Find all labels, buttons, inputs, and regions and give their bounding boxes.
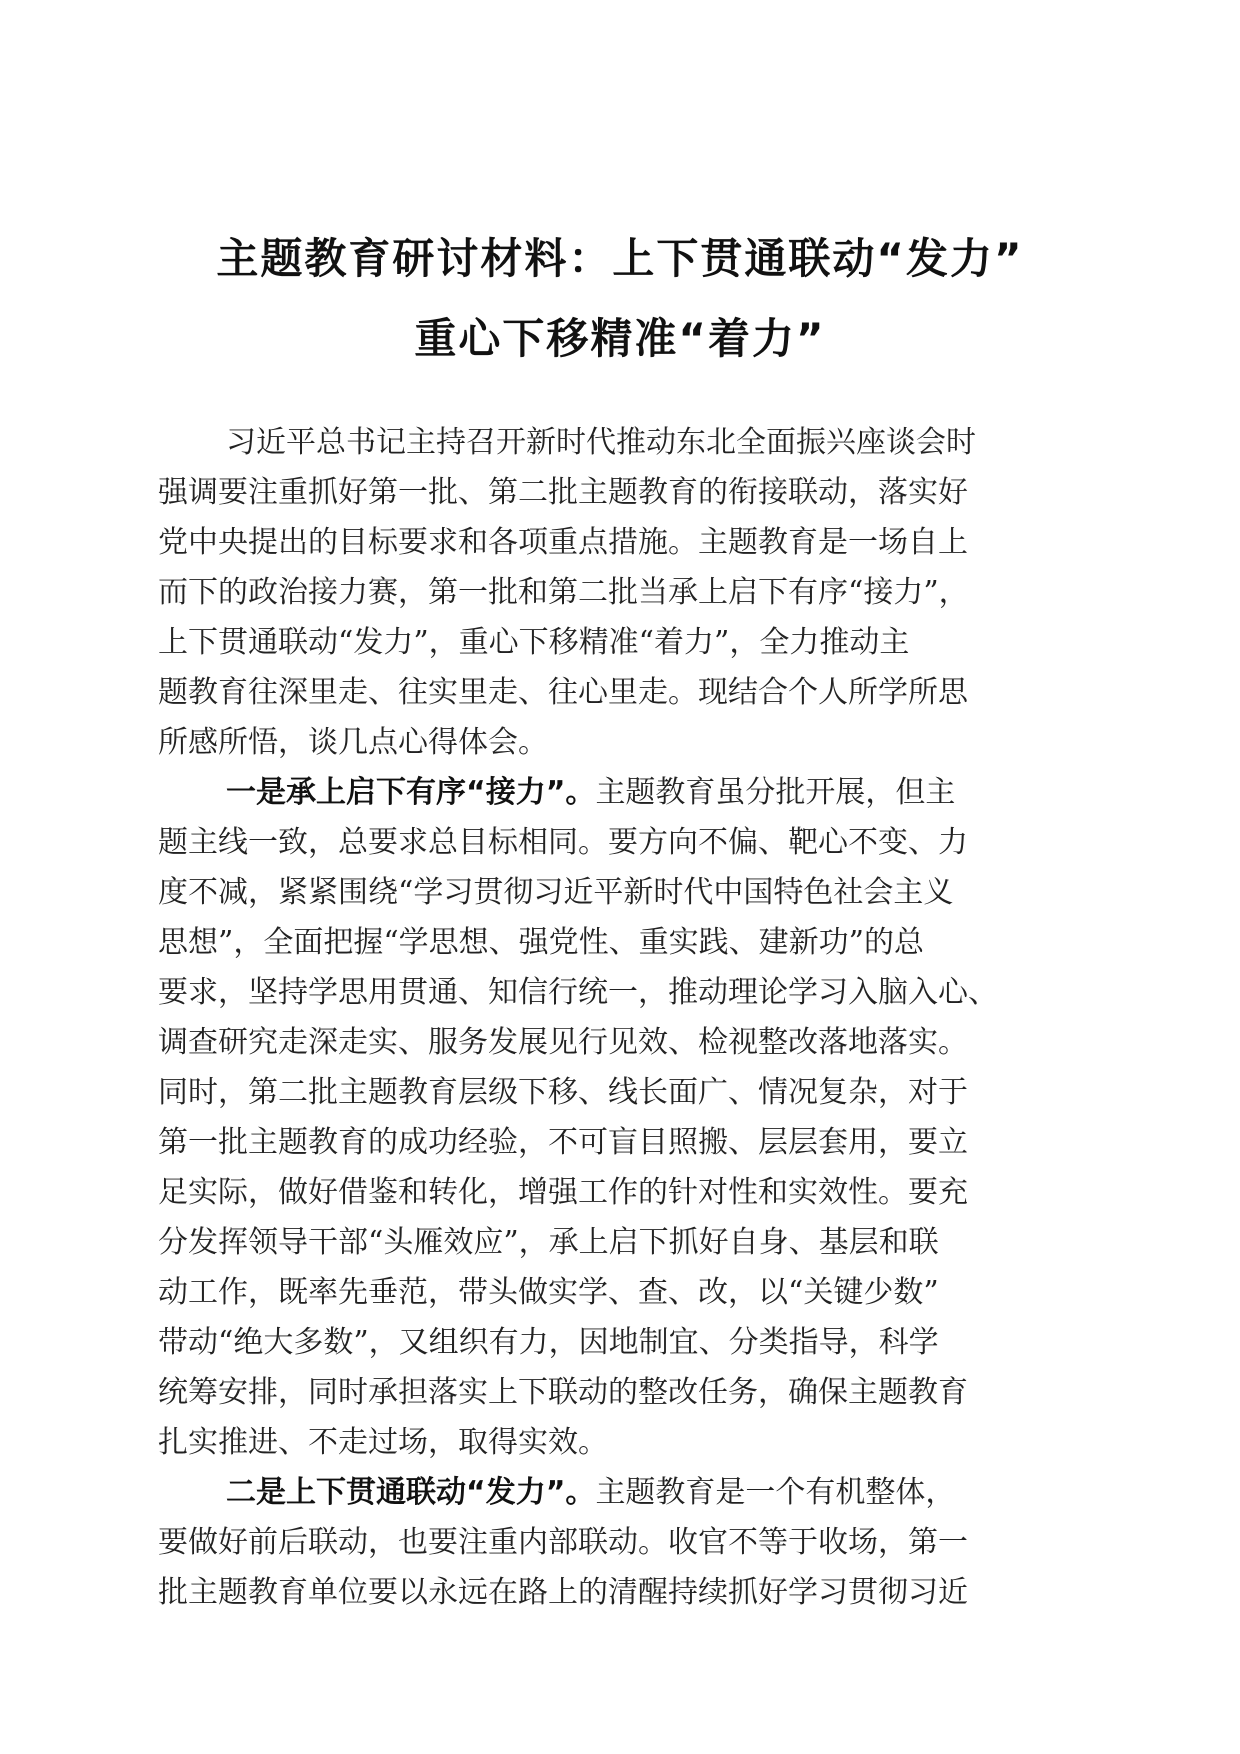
paragraph-line: 题教育往深里走、往实里走、往心里走。现结合个人所学所思	[158, 675, 968, 710]
document-title-line-1: 主题教育研讨材料：上下贯通联动“发力”	[216, 234, 1024, 283]
paragraph-first-line	[158, 1468, 1078, 1518]
paragraph-first-line	[158, 768, 1078, 818]
paragraph-line: 要求，坚持学思用贯通、知信行统一，推动理论学习入脑入心、	[158, 975, 998, 1010]
paragraph-line: 动工作，既率先垂范，带头做实学、查、改，以“关键少数”	[158, 1275, 939, 1310]
paragraph-line: 扎实推进、不走过场，取得实效。	[158, 1425, 608, 1460]
paragraph-line: 第一批主题教育的成功经验，不可盲目照搬、层层套用，要立	[158, 1125, 968, 1160]
paragraph-line: 党中央提出的目标要求和各项重点措施。主题教育是一场自上	[158, 525, 968, 560]
paragraph-line: 思想”，全面把握“学思想、强党性、重实践、建新功”的总	[158, 925, 925, 960]
document-title-line-2: 重心下移精准“着力”	[414, 314, 826, 363]
paragraph-line: 上下贯通联动“发力”，重心下移精准“着力”，全力推动主	[158, 625, 910, 660]
paragraph-line: 统筹安排，同时承担落实上下联动的整改任务，确保主题教育	[158, 1375, 968, 1410]
paragraph-line: 习近平总书记主持召开新时代推动东北全面振兴座谈会时	[226, 425, 976, 460]
section-heading-2: 二是上下贯通联动“发力”。	[226, 1475, 596, 1510]
paragraph-line: 题主线一致，总要求总目标相同。要方向不偏、靶心不变、力	[158, 825, 968, 860]
document-body	[158, 418, 1078, 1618]
paragraph-line: 同时，第二批主题教育层级下移、线长面广、情况复杂，对于	[158, 1075, 968, 1110]
paragraph-line: 调查研究走深走实、服务发展见行见效、检视整改落地落实。	[158, 1025, 968, 1060]
paragraph-line: 批主题教育单位要以永远在路上的清醒持续抓好学习贯彻习近	[158, 1575, 968, 1610]
section-heading-1: 一是承上启下有序“接力”。	[226, 775, 596, 810]
paragraph-section-1	[158, 768, 1078, 1468]
paragraph-line: 强调要注重抓好第一批、第二批主题教育的衔接联动，落实好	[158, 475, 968, 510]
paragraph-intro	[158, 418, 1078, 768]
paragraph-line: 要做好前后联动，也要注重内部联动。收官不等于收场，第一	[158, 1525, 968, 1560]
paragraph-line-rest: 主题教育虽分批开展，但主	[595, 775, 956, 810]
paragraph-line: 足实际，做好借鉴和转化，增强工作的针对性和实效性。要充	[158, 1175, 968, 1210]
paragraph-line: 所感所悟，谈几点心得体会。	[158, 725, 548, 760]
paragraph-section-2	[158, 1468, 1078, 1618]
paragraph-line: 分发挥领导干部“头雁效应”，承上启下抓好自身、基层和联	[158, 1225, 939, 1260]
paragraph-line-rest: 主题教育是一个有机整体，	[595, 1475, 956, 1510]
paragraph-line: 而下的政治接力赛，第一批和第二批当承上启下有序“接力”，	[158, 575, 969, 610]
paragraph-line: 度不减，紧紧围绕“学习贯彻习近平新时代中国特色社会主义	[158, 875, 954, 910]
paragraph-line: 带动“绝大多数”，又组织有力，因地制宜、分类指导，科学	[158, 1325, 939, 1360]
